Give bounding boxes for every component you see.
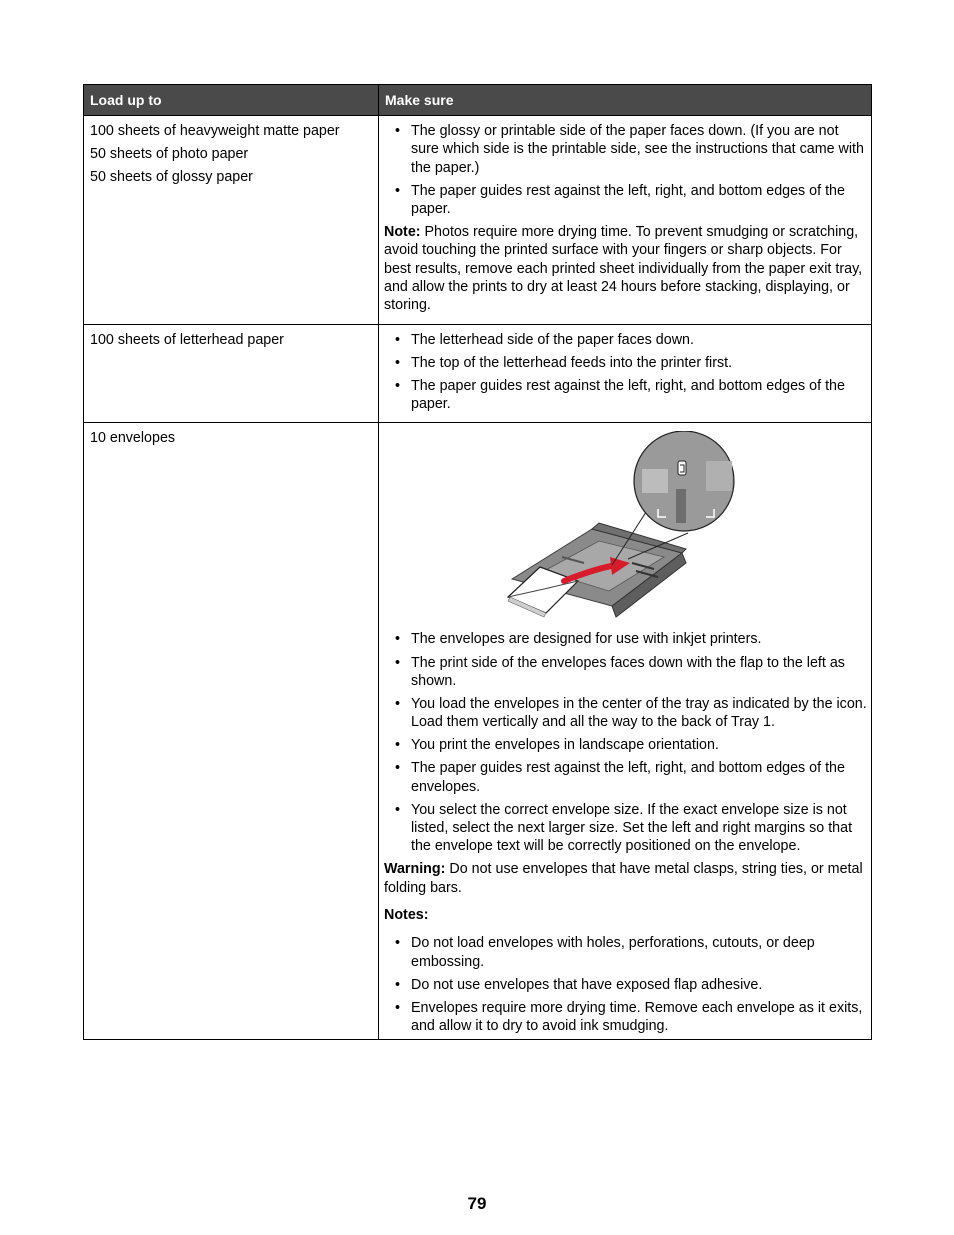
envelope-loading-illustration	[384, 431, 864, 619]
note-paragraph	[384, 223, 867, 314]
bullet-item: • The glossy or printable side of the paper faces down. (If you are not sure which side is the printable side, see the instructions that came with the paper.)	[384, 122, 867, 177]
notes-heading	[384, 906, 867, 924]
table-row-envelopes	[84, 423, 872, 1040]
bullet-item: • The envelopes are designed for use with inkjet printers.	[384, 630, 867, 648]
bullet-item: • The top of the letterhead feeds into the printer first.	[384, 354, 867, 372]
bullet-list	[384, 630, 867, 855]
load-item: 50 sheets of photo paper	[90, 146, 249, 163]
load-cell	[84, 324, 379, 423]
column-header-make-sure: Make sure	[379, 85, 872, 116]
load-item: 50 sheets of glossy paper	[90, 169, 253, 186]
warning-text: Do not use envelopes that have metal clasps, string ties, or metal folding bars.	[384, 861, 863, 896]
bullet-item: • The print side of the envelopes faces down with the flap to the left as shown.	[384, 654, 867, 691]
load-cell	[84, 423, 379, 1040]
bullet-item: • You select the correct envelope size. If the exact envelope size is not listed, select the next larger size. Set the left and right margins so that the envelope text will be correctly positioned on the envelope.	[384, 801, 867, 856]
note-text: Photos require more drying time. To prevent smudging or scratching, avoid touching the printed surface with your fingers or sharp objects. For best results, remove each printed sheet individually from the paper exit tray, and allow the prints to dry at least 24 hours before stacking, displaying, or storing.	[384, 224, 863, 314]
notes-label: Notes:	[384, 907, 429, 924]
page-number: 79	[467, 1194, 487, 1213]
bullet-item: • The paper guides rest against the left, right, and bottom edges of the paper.	[384, 377, 867, 414]
bullet-item: • The paper guides rest against the left, right, and bottom edges of the envelopes.	[384, 759, 867, 796]
column-header-load-up-to: Load up to	[84, 85, 379, 116]
make-sure-cell	[379, 423, 872, 1040]
paper-loading-table	[83, 84, 872, 1040]
warning-label: Warning:	[384, 861, 446, 878]
load-item: 10 envelopes	[90, 430, 176, 447]
bullet-item: • You load the envelopes in the center of the tray as indicated by the icon. Load them vertically and all the way to the back of Tray 1.	[384, 695, 867, 732]
load-item: 100 sheets of letterhead paper	[90, 331, 284, 348]
notes-list	[384, 934, 867, 1035]
warning-paragraph	[384, 860, 867, 897]
load-cell	[84, 116, 379, 325]
table-row-photo-paper	[84, 116, 872, 325]
note-item: • Do not load envelopes with holes, perforations, cutouts, or deep embossing.	[384, 934, 867, 971]
note-item: • Do not use envelopes that have exposed flap adhesive.	[384, 976, 867, 994]
table-row-letterhead	[84, 324, 872, 423]
make-sure-cell	[379, 116, 872, 325]
note-label: Note:	[384, 224, 421, 241]
bullet-list	[384, 122, 867, 218]
make-sure-cell	[379, 324, 872, 423]
note-item: • Envelopes require more drying time. Remove each envelope as it exits, and allow it to dry to avoid ink smudging.	[384, 999, 867, 1036]
bullet-item: • You print the envelopes in landscape orientation.	[384, 736, 867, 754]
table-header-row	[84, 85, 872, 116]
bullet-item: • The paper guides rest against the left, right, and bottom edges of the paper.	[384, 182, 867, 219]
bullet-list	[384, 331, 867, 414]
bullet-item: • The letterhead side of the paper faces down.	[384, 331, 867, 349]
load-item: 100 sheets of heavyweight matte paper	[90, 123, 340, 139]
